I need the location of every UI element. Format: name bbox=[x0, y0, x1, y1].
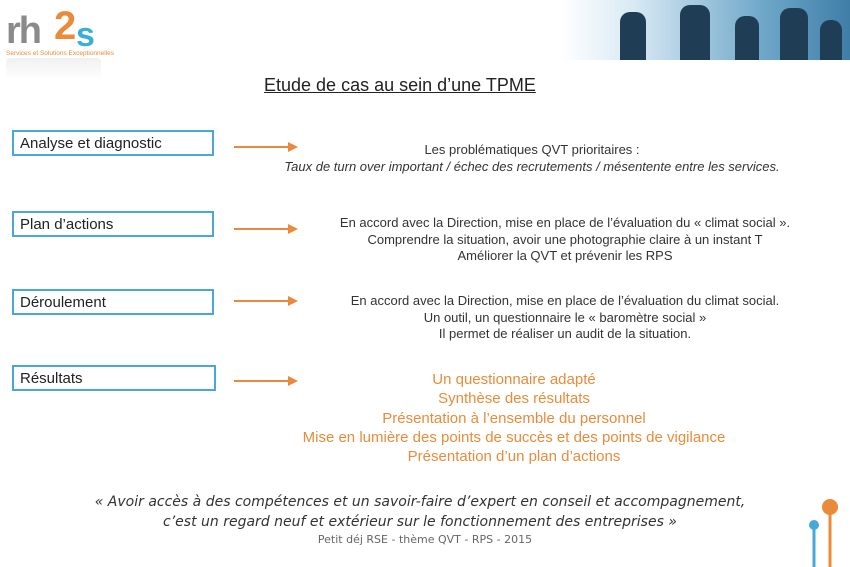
arrow-icon bbox=[234, 223, 298, 235]
result-item: Mise en lumière des points de succès et des points de vigilance bbox=[302, 428, 726, 446]
testimonial-quote bbox=[60, 492, 780, 532]
page-title: Etude de cas au sein d’une TPME bbox=[264, 75, 536, 95]
step-box-deroulement: Déroulement bbox=[12, 289, 214, 315]
quote-line: c’est un regard neuf et extérieur sur le fonctionnement des entreprises » bbox=[163, 514, 677, 530]
description-line: En accord avec la Direction, mise en place de l’évaluation du climat social. bbox=[350, 293, 780, 308]
result-item: Présentation à l’ensemble du personnel bbox=[382, 409, 646, 427]
result-item: Présentation d’un plan d’actions bbox=[407, 448, 621, 466]
description-line: Les problématiques QVT prioritaires : bbox=[424, 142, 640, 157]
results-list bbox=[280, 370, 748, 466]
result-item: Synthèse des résultats bbox=[438, 390, 590, 408]
step-box-analyse: Analyse et diagnostic bbox=[12, 130, 214, 156]
logo-rh: rh bbox=[6, 10, 40, 52]
description-deroulement bbox=[322, 293, 808, 343]
description-line: Il permet de réaliser un audit de la situation. bbox=[438, 326, 692, 341]
decorative-pins-icon bbox=[800, 495, 845, 567]
step-box-resultats: Résultats bbox=[12, 365, 216, 391]
header-banner-image bbox=[560, 0, 850, 60]
logo-tagline: Services et Solutions Exceptionnelles bbox=[6, 50, 115, 57]
description-line: Taux de turn over important / échec des recrutements / mésentente entre les services. bbox=[284, 158, 780, 174]
result-item: Un questionnaire adapté bbox=[432, 371, 596, 388]
footer-text: Petit déj RSE - thème QVT - RPS - 2015 bbox=[317, 533, 533, 546]
arrow-icon bbox=[234, 295, 298, 307]
logo-s: s bbox=[76, 16, 95, 54]
description-line: Comprendre la situation, avoir une photographie claire à un instant T bbox=[367, 231, 763, 247]
description-line: En accord avec la Direction, mise en place de l’évaluation du « climat social ». bbox=[339, 215, 791, 230]
quote-line: « Avoir accès à des compétences et un savoir-faire d’expert en conseil et accompagnement, bbox=[94, 494, 746, 510]
description-line: Améliorer la QVT et prévenir les RPS bbox=[457, 248, 673, 263]
description-plan bbox=[312, 215, 818, 265]
description-line: Un outil, un questionnaire le « baromètre social » bbox=[423, 309, 707, 325]
logo-two: 2 bbox=[54, 4, 77, 48]
rh2s-logo bbox=[4, 2, 115, 80]
description-analyse bbox=[262, 142, 802, 175]
logo-reflection bbox=[6, 58, 101, 80]
step-box-plan: Plan d’actions bbox=[12, 211, 214, 237]
